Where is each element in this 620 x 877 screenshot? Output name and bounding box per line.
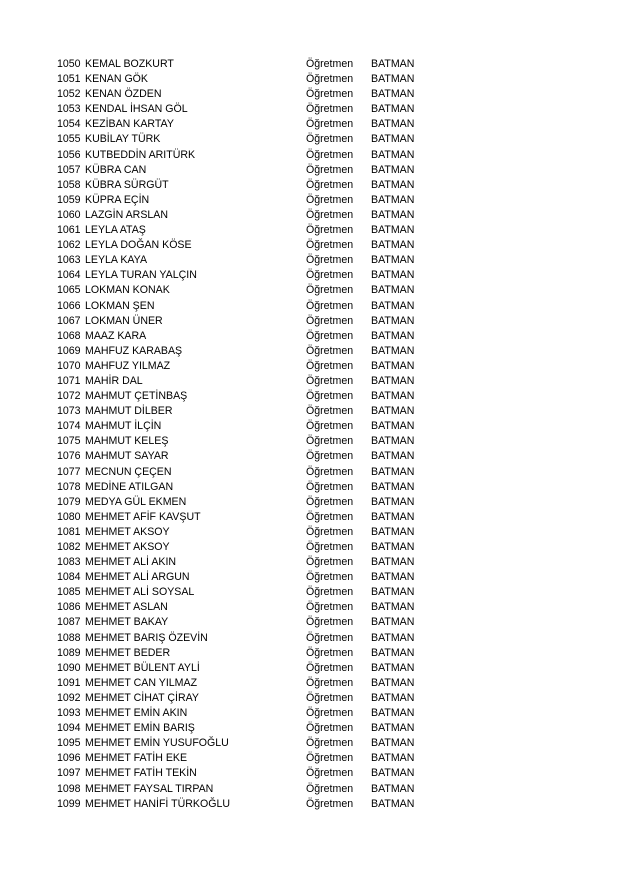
list-item — [0, 148, 620, 163]
city-name: BATMAN — [371, 163, 415, 176]
list-item — [0, 72, 620, 87]
row-number: 1089 — [57, 646, 81, 659]
person-name: MAHMUT KELEŞ — [85, 435, 169, 448]
city-name: BATMAN — [371, 103, 415, 116]
row-number: 1095 — [57, 737, 81, 750]
row-number: 1084 — [57, 571, 81, 584]
job-title: Öğretmen — [306, 73, 354, 86]
job-title: Öğretmen — [306, 163, 354, 176]
city-name: BATMAN — [371, 737, 415, 750]
person-name: KEZİBAN KARTAY — [85, 118, 174, 131]
list-item — [0, 615, 620, 630]
job-title: Öğretmen — [306, 314, 354, 327]
list-item — [0, 676, 620, 691]
row-number: 1059 — [57, 193, 81, 206]
row-number: 1074 — [57, 420, 81, 433]
job-title: Öğretmen — [306, 510, 354, 523]
job-title: Öğretmen — [306, 284, 354, 297]
person-name: KÜPRA EÇİN — [85, 193, 150, 206]
person-name: LEYLA TURAN YALÇIN — [85, 269, 197, 282]
person-name: MEHMET BARIŞ ÖZEVİN — [85, 631, 208, 644]
list-item — [0, 480, 620, 495]
row-number: 1075 — [57, 435, 81, 448]
city-name: BATMAN — [371, 390, 415, 403]
person-name: MEHMET EMİN BARIŞ — [85, 722, 195, 735]
city-name: BATMAN — [371, 767, 415, 780]
list-item — [0, 132, 620, 147]
row-number: 1058 — [57, 178, 81, 191]
job-title: Öğretmen — [306, 722, 354, 735]
job-title: Öğretmen — [306, 525, 354, 538]
row-number: 1065 — [57, 284, 81, 297]
list-item — [0, 570, 620, 585]
city-name: BATMAN — [371, 510, 415, 523]
person-name: KUTBEDDİN ARITÜRK — [85, 148, 196, 161]
row-number: 1098 — [57, 782, 81, 795]
city-name: BATMAN — [371, 646, 415, 659]
list-item — [0, 510, 620, 525]
person-name: MEHMET BÜLENT AYLİ — [85, 661, 200, 674]
city-name: BATMAN — [371, 616, 415, 629]
job-title: Öğretmen — [306, 118, 354, 131]
row-number: 1054 — [57, 118, 81, 131]
teacher-list — [0, 57, 620, 812]
person-name: KUBİLAY TÜRK — [85, 133, 161, 146]
job-title: Öğretmen — [306, 586, 354, 599]
city-name: BATMAN — [371, 344, 415, 357]
row-number: 1066 — [57, 299, 81, 312]
job-title: Öğretmen — [306, 374, 354, 387]
city-name: BATMAN — [371, 465, 415, 478]
list-item — [0, 389, 620, 404]
list-item — [0, 329, 620, 344]
job-title: Öğretmen — [306, 797, 354, 810]
person-name: MEHMET AKSOY — [85, 525, 170, 538]
person-name: MEHMET CAN YILMAZ — [85, 676, 198, 689]
row-number: 1094 — [57, 722, 81, 735]
city-name: BATMAN — [371, 58, 415, 70]
job-title: Öğretmen — [306, 752, 354, 765]
person-name: MAHMUT SAYAR — [85, 450, 169, 463]
city-name: BATMAN — [371, 208, 415, 221]
job-title: Öğretmen — [306, 133, 354, 146]
person-name: MAAZ KARA — [85, 329, 147, 342]
job-title: Öğretmen — [306, 299, 354, 312]
row-number: 1052 — [57, 88, 81, 101]
job-title: Öğretmen — [306, 707, 354, 720]
row-number: 1091 — [57, 676, 81, 689]
row-number: 1085 — [57, 586, 81, 599]
row-number: 1071 — [57, 374, 81, 387]
city-name: BATMAN — [371, 691, 415, 704]
job-title: Öğretmen — [306, 148, 354, 161]
person-name: MAHMUT ÇETİNBAŞ — [85, 390, 188, 403]
row-number: 1082 — [57, 541, 81, 553]
city-name: BATMAN — [371, 707, 415, 720]
job-title: Öğretmen — [306, 767, 354, 780]
list-item — [0, 344, 620, 359]
job-title: Öğretmen — [306, 329, 354, 342]
list-item — [0, 359, 620, 374]
city-name: BATMAN — [371, 299, 415, 312]
city-name: BATMAN — [371, 73, 415, 86]
job-title: Öğretmen — [306, 208, 354, 221]
list-item — [0, 766, 620, 781]
job-title: Öğretmen — [306, 405, 354, 418]
list-item — [0, 299, 620, 314]
city-name: BATMAN — [371, 631, 415, 644]
row-number: 1053 — [57, 103, 81, 116]
person-name: MEHMET BAKAY — [85, 616, 169, 629]
person-name: KENDAL İHSAN GÖL — [85, 103, 188, 116]
job-title: Öğretmen — [306, 239, 354, 252]
person-name: LOKMAN ÜNER — [85, 314, 163, 327]
row-number: 1061 — [57, 224, 81, 237]
city-name: BATMAN — [371, 269, 415, 282]
row-number: 1083 — [57, 556, 81, 569]
job-title: Öğretmen — [306, 601, 354, 614]
person-name: MEHMET ALİ SOYSAL — [85, 586, 195, 599]
job-title: Öğretmen — [306, 691, 354, 704]
city-name: BATMAN — [371, 193, 415, 206]
city-name: BATMAN — [371, 254, 415, 267]
row-number: 1097 — [57, 767, 81, 780]
city-name: BATMAN — [371, 359, 415, 372]
list-item — [0, 102, 620, 117]
row-number: 1069 — [57, 344, 81, 357]
list-item — [0, 661, 620, 676]
row-number: 1087 — [57, 616, 81, 629]
city-name: BATMAN — [371, 797, 415, 810]
list-item — [0, 208, 620, 223]
row-number: 1070 — [57, 359, 81, 372]
city-name: BATMAN — [371, 374, 415, 387]
job-title: Öğretmen — [306, 676, 354, 689]
city-name: BATMAN — [371, 88, 415, 101]
city-name: BATMAN — [371, 118, 415, 131]
list-item — [0, 465, 620, 480]
job-title: Öğretmen — [306, 465, 354, 478]
list-item — [0, 736, 620, 751]
row-number: 1064 — [57, 269, 81, 282]
job-title: Öğretmen — [306, 58, 354, 70]
person-name: LEYLA KAYA — [85, 254, 148, 267]
row-number: 1072 — [57, 390, 81, 403]
row-number: 1092 — [57, 691, 81, 704]
job-title: Öğretmen — [306, 661, 354, 674]
list-item — [0, 691, 620, 706]
city-name: BATMAN — [371, 314, 415, 327]
person-name: MAHMUT DİLBER — [85, 405, 173, 418]
city-name: BATMAN — [371, 525, 415, 538]
person-name: KEMAL BOZKURT — [85, 58, 174, 70]
list-item — [0, 600, 620, 615]
person-name: LOKMAN ŞEN — [85, 299, 155, 312]
row-number: 1050 — [57, 58, 81, 70]
job-title: Öğretmen — [306, 541, 354, 553]
city-name: BATMAN — [371, 782, 415, 795]
person-name: KENAN ÖZDEN — [85, 88, 162, 101]
job-title: Öğretmen — [306, 737, 354, 750]
row-number: 1088 — [57, 631, 81, 644]
job-title: Öğretmen — [306, 390, 354, 403]
list-item — [0, 163, 620, 178]
city-name: BATMAN — [371, 601, 415, 614]
list-item — [0, 57, 620, 72]
list-item — [0, 706, 620, 721]
list-item — [0, 449, 620, 464]
row-number: 1096 — [57, 752, 81, 765]
list-item — [0, 404, 620, 419]
job-title: Öğretmen — [306, 435, 354, 448]
city-name: BATMAN — [371, 435, 415, 448]
person-name: MEHMET BEDER — [85, 646, 171, 659]
person-name: MEHMET HANİFİ TÜRKOĞLU — [85, 797, 230, 810]
city-name: BATMAN — [371, 480, 415, 493]
city-name: BATMAN — [371, 420, 415, 433]
city-name: BATMAN — [371, 676, 415, 689]
row-number: 1077 — [57, 465, 81, 478]
row-number: 1086 — [57, 601, 81, 614]
person-name: MEHMET CİHAT ÇİRAY — [85, 691, 199, 704]
job-title: Öğretmen — [306, 359, 354, 372]
list-item — [0, 314, 620, 329]
person-name: MECNUN ÇEÇEN — [85, 465, 172, 478]
job-title: Öğretmen — [306, 450, 354, 463]
person-name: MEHMET AFİF KAVŞUT — [85, 510, 201, 523]
person-name: KENAN GÖK — [85, 73, 148, 86]
row-number: 1093 — [57, 707, 81, 720]
person-name: MEHMET ALİ AKIN — [85, 556, 177, 569]
person-name: KÜBRA SÜRGÜT — [85, 178, 169, 191]
person-name: MEHMET ASLAN — [85, 601, 168, 614]
row-number: 1081 — [57, 525, 81, 538]
person-name: MEDYA GÜL EKMEN — [85, 495, 187, 508]
job-title: Öğretmen — [306, 224, 354, 237]
row-number: 1055 — [57, 133, 81, 146]
list-item — [0, 585, 620, 600]
row-number: 1056 — [57, 148, 81, 161]
city-name: BATMAN — [371, 722, 415, 735]
city-name: BATMAN — [371, 556, 415, 569]
person-name: LEYLA DOĞAN KÖSE — [85, 239, 192, 252]
list-item — [0, 268, 620, 283]
row-number: 1073 — [57, 405, 81, 418]
person-name: KÜBRA CAN — [85, 163, 147, 176]
list-item — [0, 87, 620, 102]
city-name: BATMAN — [371, 133, 415, 146]
job-title: Öğretmen — [306, 254, 354, 267]
city-name: BATMAN — [371, 178, 415, 191]
row-number: 1090 — [57, 661, 81, 674]
person-name: MAHFUZ KARABAŞ — [85, 344, 183, 357]
job-title: Öğretmen — [306, 178, 354, 191]
list-item — [0, 223, 620, 238]
row-number: 1060 — [57, 208, 81, 221]
row-number: 1051 — [57, 73, 81, 86]
person-name: LEYLA ATAŞ — [85, 224, 146, 237]
city-name: BATMAN — [371, 495, 415, 508]
row-number: 1057 — [57, 163, 81, 176]
person-name: MEHMET EMİN YUSUFOĞLU — [85, 737, 229, 750]
city-name: BATMAN — [371, 329, 415, 342]
row-number: 1080 — [57, 510, 81, 523]
row-number: 1078 — [57, 480, 81, 493]
city-name: BATMAN — [371, 752, 415, 765]
list-item — [0, 238, 620, 253]
list-item — [0, 193, 620, 208]
city-name: BATMAN — [371, 239, 415, 252]
job-title: Öğretmen — [306, 782, 354, 795]
city-name: BATMAN — [371, 541, 415, 553]
city-name: BATMAN — [371, 661, 415, 674]
row-number: 1063 — [57, 254, 81, 267]
list-item — [0, 434, 620, 449]
job-title: Öğretmen — [306, 193, 354, 206]
job-title: Öğretmen — [306, 556, 354, 569]
job-title: Öğretmen — [306, 88, 354, 101]
person-name: MAHMUT İLÇİN — [85, 420, 162, 433]
person-name: LAZGİN ARSLAN — [85, 208, 169, 221]
list-item — [0, 631, 620, 646]
job-title: Öğretmen — [306, 269, 354, 282]
person-name: MAHİR DAL — [85, 374, 143, 387]
list-item — [0, 374, 620, 389]
job-title: Öğretmen — [306, 616, 354, 629]
person-name: MEHMET FATİH TEKİN — [85, 767, 197, 780]
person-name: MEHMET EMİN AKIN — [85, 707, 188, 720]
row-number: 1079 — [57, 495, 81, 508]
city-name: BATMAN — [371, 405, 415, 418]
list-item — [0, 495, 620, 510]
list-item — [0, 751, 620, 766]
list-item — [0, 419, 620, 434]
list-item — [0, 721, 620, 736]
city-name: BATMAN — [371, 450, 415, 463]
city-name: BATMAN — [371, 571, 415, 584]
row-number: 1076 — [57, 450, 81, 463]
list-item — [0, 646, 620, 661]
person-name: MEHMET FAYSAL TIRPAN — [85, 782, 214, 795]
city-name: BATMAN — [371, 284, 415, 297]
list-item — [0, 117, 620, 132]
list-item — [0, 782, 620, 797]
row-number: 1068 — [57, 329, 81, 342]
job-title: Öğretmen — [306, 103, 354, 116]
job-title: Öğretmen — [306, 420, 354, 433]
list-item — [0, 178, 620, 193]
person-name: MEDİNE ATILGAN — [85, 480, 174, 493]
job-title: Öğretmen — [306, 495, 354, 508]
job-title: Öğretmen — [306, 646, 354, 659]
person-name: MEHMET FATİH EKE — [85, 752, 188, 765]
job-title: Öğretmen — [306, 631, 354, 644]
row-number: 1067 — [57, 314, 81, 327]
city-name: BATMAN — [371, 586, 415, 599]
list-item — [0, 253, 620, 268]
person-name: MAHFUZ YILMAZ — [85, 359, 171, 372]
person-name: LOKMAN KONAK — [85, 284, 170, 297]
person-name: MEHMET ALİ ARGUN — [85, 571, 190, 584]
list-item — [0, 540, 620, 555]
list-item — [0, 555, 620, 570]
list-item — [0, 283, 620, 298]
list-item — [0, 525, 620, 540]
job-title: Öğretmen — [306, 480, 354, 493]
list-item — [0, 797, 620, 812]
row-number: 1062 — [57, 239, 81, 252]
job-title: Öğretmen — [306, 344, 354, 357]
person-name: MEHMET AKSOY — [85, 541, 170, 553]
row-number: 1099 — [57, 797, 81, 810]
job-title: Öğretmen — [306, 571, 354, 584]
city-name: BATMAN — [371, 224, 415, 237]
city-name: BATMAN — [371, 148, 415, 161]
